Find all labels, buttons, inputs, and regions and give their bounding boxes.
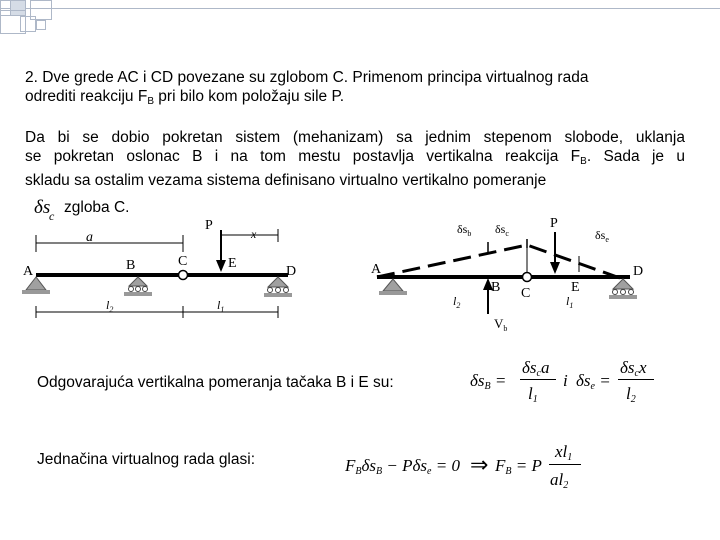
subscript: c [505, 229, 509, 238]
eq-numerator [555, 442, 572, 463]
subscript: B [355, 466, 362, 477]
f2-lhs: $\delta s_e$ = [576, 371, 611, 392]
eq-equals-p: = P [515, 456, 542, 475]
label-l1-letter: l [217, 298, 221, 312]
fraction-bar [520, 379, 556, 380]
explanation [25, 128, 685, 190]
subscript: 1 [569, 301, 574, 310]
explanation-line-4-text: zgloba C. [64, 199, 130, 216]
label-dsc [495, 222, 509, 238]
subscript: c [536, 368, 541, 379]
eq-num-text: xl [555, 442, 568, 461]
header-rule [0, 8, 720, 9]
subscript: B [580, 156, 587, 167]
f2-lhs-symbol: δs [576, 371, 591, 390]
subscript: B [484, 381, 491, 392]
fraction-bar [618, 379, 654, 380]
eq-res: F [495, 456, 506, 475]
label-p: P [205, 218, 213, 233]
explanation-line-2-text: se pokretan oslonac B i na tom mestu postavlja vertikalna reakcija F [25, 148, 581, 165]
f1-denominator [528, 384, 538, 405]
problem-line-1: 2. Dve grede AC i CD povezane su zglobom C. Primenom principa virtualnog rada [25, 69, 589, 86]
subscript: c [49, 209, 55, 223]
f1-numerator [522, 358, 549, 379]
label-l2 [106, 298, 113, 314]
fraction-bar [549, 464, 581, 465]
label-vb-letter: V [494, 316, 504, 331]
subscript: c [634, 368, 639, 379]
f2-numerator [620, 358, 647, 379]
subscript: 1 [220, 305, 225, 314]
label-b: B [126, 258, 136, 273]
label-dsb [457, 222, 471, 238]
subscript: e [590, 381, 595, 392]
explanation-line-2 [25, 147, 685, 171]
explanation-line-1: Da bi se dobio pokretan sistem (mehanizam) sa jednim stepenom slobode, uklanja [25, 129, 685, 146]
eq-left [345, 456, 460, 477]
explanation-line-2-tail: . Sada je u [586, 148, 685, 165]
implies-arrow: ⇒ [470, 452, 489, 477]
eq-ds: δs [361, 456, 377, 475]
label-l2-letter: l [106, 298, 110, 312]
label-dse [595, 228, 609, 244]
explanation-line-3: skladu sa ostalim vezama sistema definisano virtualno vertikalno pomeranje [25, 172, 547, 189]
label-dsb-text: δs [457, 222, 468, 236]
problem-line-2-tail: pri bilo kom položaju sile P. [154, 88, 345, 105]
subscript: b [467, 229, 472, 238]
label-x: x [251, 227, 257, 241]
f1-num-symbol: δs [522, 358, 537, 377]
label-a: a [86, 230, 93, 245]
label-d: D [633, 264, 644, 279]
eq-minus-term: − Pδs [386, 456, 428, 475]
label-a-point: A [23, 264, 34, 279]
label-e: E [571, 280, 580, 295]
connector: i [563, 371, 568, 390]
subscript: B [505, 466, 512, 477]
label-l1 [566, 294, 573, 310]
subscript: 2 [563, 480, 569, 491]
subscript: 1 [567, 452, 573, 463]
subscript: e [427, 466, 432, 477]
ornament-square [36, 20, 46, 30]
right-diagram-labels [355, 212, 655, 340]
subscript: b [503, 324, 508, 333]
subscript: e [605, 235, 609, 244]
subscript: B [147, 96, 154, 107]
label-l2 [453, 294, 460, 310]
virtual-work-label: Jednačina virtualnog rada glasi: [37, 451, 255, 468]
label-d: D [286, 264, 297, 279]
displacement-formulas [470, 356, 670, 412]
subscript: 1 [532, 394, 538, 405]
eq-f: F [345, 456, 356, 475]
f1-lhs: $\delta s_B$ = [470, 371, 507, 392]
label-dsc-text: δs [495, 222, 506, 236]
label-c: C [178, 254, 188, 269]
displacements-label: Odgovarajuća vertikalna pomeranja tačaka B i E su: [37, 374, 394, 391]
label-b: B [491, 280, 501, 295]
eq-denominator [550, 470, 568, 491]
f2-denominator [626, 384, 636, 405]
eq-zero: = 0 [435, 456, 460, 475]
f1-lhs-symbol: δs [470, 371, 485, 390]
problem-statement [25, 68, 705, 111]
eq-den-text: al [550, 470, 564, 489]
label-l1-letter: l [566, 294, 570, 308]
f2-num-variable: x [638, 358, 647, 377]
label-l1 [217, 298, 224, 314]
eq-right [495, 456, 542, 477]
label-dse-text: δs [595, 228, 606, 242]
label-c: C [521, 286, 531, 301]
label-a-point: A [371, 262, 382, 277]
label-e: E [228, 256, 237, 271]
f2-num-symbol: δs [620, 358, 635, 377]
f1-den-symbol: l [528, 384, 533, 403]
f2-den-symbol: l [626, 384, 631, 403]
subscript: 2 [109, 305, 114, 314]
left-diagram-labels [18, 212, 318, 332]
ornament-square [30, 0, 52, 20]
delta-s-symbol: δs [34, 197, 51, 218]
problem-line-2-text: odrediti reakciju F [25, 88, 148, 105]
subscript: B [376, 466, 383, 477]
virtual-work-equation [345, 440, 585, 496]
subscript: 2 [630, 394, 636, 405]
subscript: 2 [456, 301, 461, 310]
label-l2-letter: l [453, 294, 457, 308]
label-vb [494, 316, 507, 333]
problem-line-2 [25, 87, 705, 111]
label-p: P [550, 216, 558, 231]
f1-num-variable: a [540, 358, 550, 377]
